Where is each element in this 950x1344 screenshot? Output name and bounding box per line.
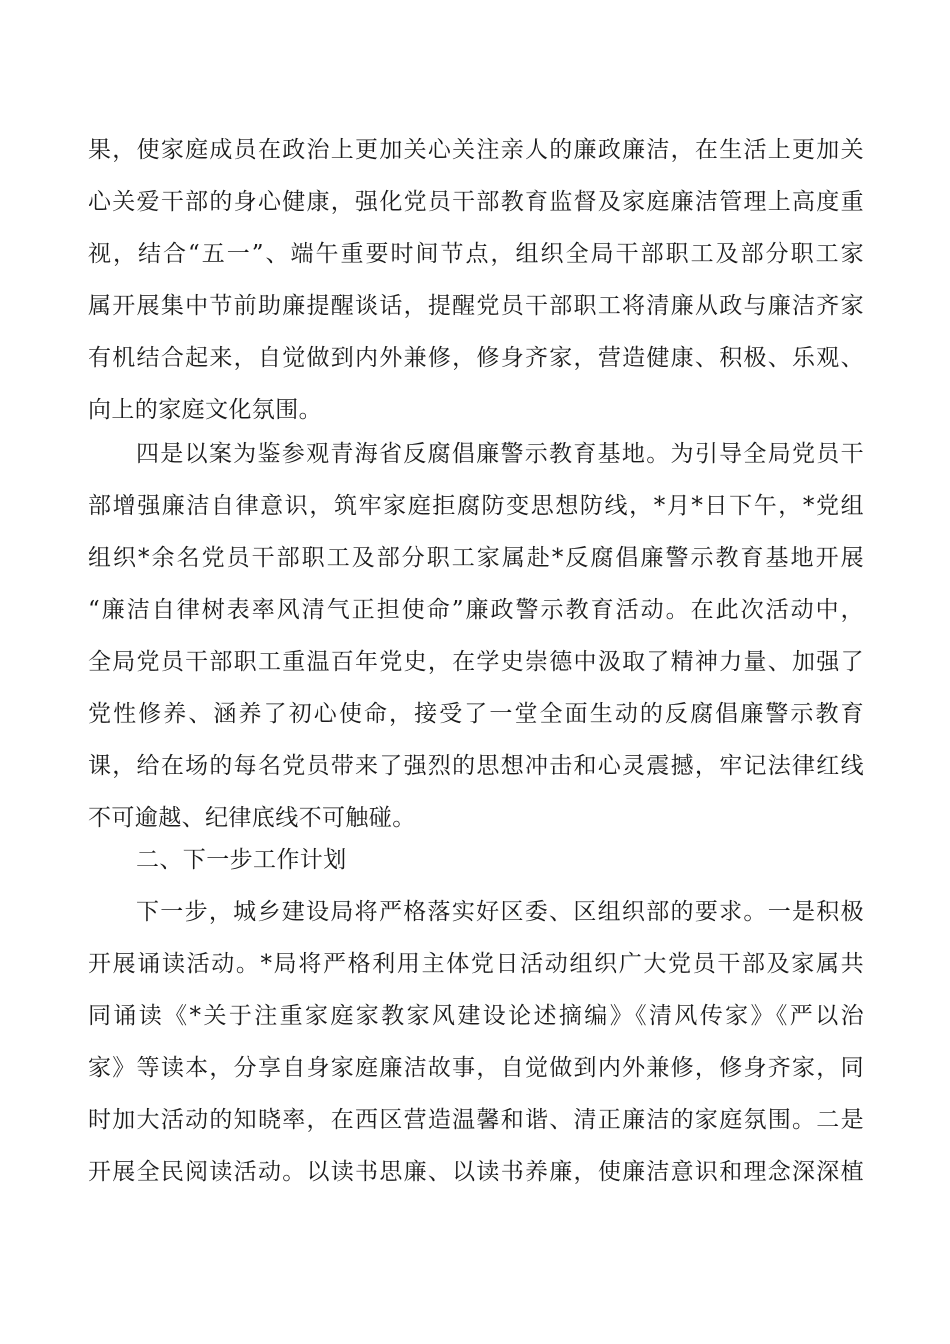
text-line: 部增强廉洁自律意识，筑牢家庭拒腐防变思想防线，*月*日下午，*党组 <box>88 493 864 519</box>
text-line: 开展全民阅读活动。以读书思廉、以读书养廉，使廉洁意识和理念深深植 <box>88 1159 864 1185</box>
text-line: 果，使家庭成员在政治上更加关心关注亲人的廉政廉洁，在生活上更加关 <box>88 137 864 163</box>
text-line: 全局党员干部职工重温百年党史，在学史崇德中汲取了精神力量、加强了 <box>88 649 864 675</box>
text-line: 时加大活动的知晓率，在西区营造温馨和谐、清正廉洁的家庭氛围。二是 <box>88 1107 864 1133</box>
text-line: 家》等读本，分享自身家庭廉洁故事，自觉做到内外兼修，修身齐家，同 <box>88 1055 864 1081</box>
text-line: 课，给在场的每名党员带来了强烈的思想冲击和心灵震撼，牢记法律红线 <box>88 753 864 779</box>
paragraph-3 <box>88 886 864 1198</box>
text-line: 同诵读《*关于注重家庭家教家风建设论述摘编》《清风传家》《严以治 <box>88 1003 864 1029</box>
text-line: 党性修养、涵养了初心使命，接受了一堂全面生动的反腐倡廉警示教育 <box>88 701 864 727</box>
text-line: 有机结合起来，自觉做到内外兼修，修身齐家，营造健康、积极、乐观、 <box>88 345 864 371</box>
text-line: “廉洁自律树表率风清气正担使命”廉政警示教育活动。在此次活动中， <box>88 597 864 623</box>
text-line: 视，结合“五一”、端午重要时间节点，组织全局干部职工及部分职工家 <box>88 241 864 267</box>
text-line: 开展诵读活动。*局将严格利用主体党日活动组织广大党员干部及家属共 <box>88 951 864 977</box>
text-line: 组织*余名党员干部职工及部分职工家属赴*反腐倡廉警示教育基地开展 <box>88 545 864 571</box>
text-line: 属开展集中节前助廉提醒谈话，提醒党员干部职工将清廉从政与廉洁齐家 <box>88 293 864 319</box>
text-line: 不可逾越、纪律底线不可触碰。 <box>88 805 416 831</box>
section-heading: 二、下一步工作计划 <box>136 847 347 873</box>
paragraph-2 <box>88 428 864 844</box>
text-line: 心关爱干部的身心健康，强化党员干部教育监督及家庭廉洁管理上高度重 <box>88 189 864 215</box>
text-line: 四是以案为鉴参观青海省反腐倡廉警示教育基地。为引导全局党员干 <box>136 441 864 467</box>
section-heading-block <box>88 834 864 886</box>
text-line: 向上的家庭文化氛围。 <box>88 397 322 423</box>
paragraph-1 <box>88 124 864 436</box>
text-line: 下一步，城乡建设局将严格落实好区委、区组织部的要求。一是积极 <box>136 899 864 925</box>
